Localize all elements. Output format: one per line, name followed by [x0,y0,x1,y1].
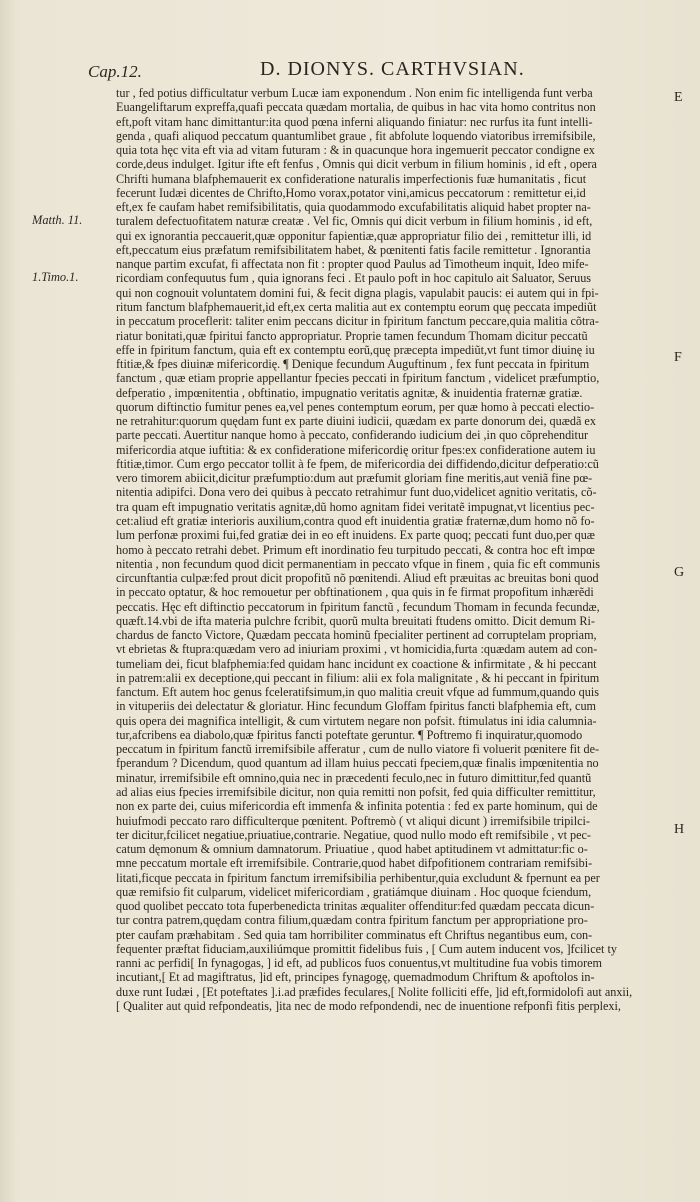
text-line: duxe runt Iudæi , [Et poteftates ].i.ad præfides feculares,[ Nolite folliciti effe, ]id eft,formidolofi aut anxii, [116,984,633,999]
text-line: in peccatum proceflerit: taliter enim peccans dicitur in fpiritum fanctum peccare,quia malitia cõtra- [116,314,599,329]
text-line: fperandum ? Dicendum, quod quantum ad illam huius peccati fpeciem,quæ finalis impœnitentia no [116,756,599,771]
margin-letter-h: H [674,822,685,837]
text-line: quæft.14.vbi de ifta materia pulchre fcribit, quorũ multa breuitati ftudens omitto. Dicit demum Ri- [116,613,595,628]
text-line: chardus de fancto Victore, Quædam peccata hominũ fpecialiter pertinent ad corruptelam propriam, [116,628,597,643]
text-line: quis opera dei magnifica intelligit, & cum virtutem negare non pofsit. ftimulatus ini idia calumnia- [116,713,597,728]
text-line: peccatis. Hęc eft diftinctio peccatorum in fpiritum fanctũ , fecundum Thomam in fecunda fecundæ, [116,599,600,614]
text-line: cet:aliud eft gratiæ interioris auxilium,contra quod eft inuidentia gratiæ fraternæ,dum homo nõ fo- [116,513,595,528]
text-line: lum perfonæ proximi fui,fed gratiæ dei in eo eft inuidens. Ex parte quoq; peccati funt duo,per quæ [116,528,595,543]
body-text [116,86,672,1013]
margin-note-matth: Matth. 11. [32,213,83,227]
margin-note-timo: 1.Timo.1. [32,270,79,284]
text-line: non ex parte dei, cuius mifericordia eft immenfa & infinita potentia : fed ex parte hominum, qui de [116,799,598,814]
text-line: fecerunt Iudæi dicentes de Chrifto,Homo vorax,potator vini,amicus peccatorum : remittetur ei,id [116,185,586,200]
text-line: ftitiæ,timor. Cum ergo peccator tollit à fe fpem, de mifericordia dei diffidendo,dicitur defperatio:cũ [116,456,599,471]
running-title: D. DIONYS. CARTHVSIAN. [260,58,525,80]
text-line: quod quolibet peccato tota fuperbenedicta trinitas æqualiter offenditur:fed quædam peccata dicun- [116,899,595,914]
text-line: genda , quafi aliquod peccatum quantumlibet graue , fit abfolute loquendo viatoribus irremifsibile, [116,128,596,143]
text-line: catum dęmonum & omnium damnatorum. Priuatiue , quod habet aptitudinem vt admittatur:fic o- [116,842,588,857]
text-line: defperatio , impœnitentia , obftinatio, impugnatio veritatis agnitæ, & inuidentia fraternæ gratiæ. [116,385,583,400]
text-line: huiufmodi peccato raro difficulterque pœnitent. Poftremò ( vt aliqui dicunt ) irremifsibile tripilci- [116,813,590,828]
text-line: ricordiam confequutus fum , quia ignorans feci . Et paulo poft in hoc capitulo ait Saluator, Seruus [116,271,592,286]
text-line: qui ex ignorantia peccauerit,quæ opponitur fapientiæ,quæ appropriatur filio dei , remittetur illi, id [116,228,592,243]
text-line: in peccato optatur, & hoc remouetur per obftinationem , qua quis in fe firmat propofitum inhærẽdi [116,585,594,600]
text-line: in vituperiis dei delectatur & gloriatur. Hinc fecundum Gloffam fpiritus fancti blafphemia eft, cum [116,699,597,714]
chapter-heading: Cap.12. [88,62,142,81]
text-line: effe in fpiritum fanctum, quia eft ex contemptu eorũ,quę præcepta impediũt,vt funt timor diuinę iu [116,342,595,357]
text-line: parte peccati. Auertitur nanque homo à peccato, confiderando iudicium dei ,in quo cõprehenditur [116,428,589,443]
margin-letter-e: E [674,90,683,105]
text-line: ad alias eius fpecies irremifsibile dicitur, non quia remitti non pofsit, fed quia difficulter remittitur, [116,785,596,800]
text-line: quorum diftinctio fumitur penes ea,vel penes contemptum eorum, per quæ homo à peccati electio- [116,399,595,414]
text-line: mne peccatum mortale eft irremifsibile. Contrarie,quod habet difpofitionem contrariam remifsibi- [116,856,593,871]
text-line: nitentia adipifci. Dona vero dei quibus à peccato retrahimur funt duo,videlicet agnitio veritatis, cõ- [116,485,597,500]
text-line: nanque partim excufat, fi affectata non fit : propter quod Paulus ad Timotheum inquit, Ideo mife- [116,257,589,272]
text-line: ter dicitur,fcilicet negatiue,priuatiue,contrarie. Negatiue, quod nullo modo eft remifsibile , vt pec- [116,827,591,842]
text-line: eft,ex fe caufam habet remifsibilitatis, quia quodammodo excufabilitatis aliquid habet propter na- [116,200,591,215]
text-line: homo à peccato retrahi debet. Primum eft inordinatio feu turpitudo peccati, & contra hoc eft impœ [116,542,595,557]
text-line: tur,afcribens ea diabolo,quæ fpiritus fancti poteftate geruntur. ¶ Poftremo fi inquiratur,quomodo [116,727,583,742]
text-line: ritum fanctum blafphemauerit,id eft,ex certa malitia aut ex contemptu eorum quę peccata impediũt [116,299,597,314]
text-line: minatur, irremifsibile eft omnino,quia nec in præcedenti feculo,nec in futuro dimittitur,fed quantũ [116,770,592,785]
text-line: litati,ficque peccata in fpiritum fanctum irremifsibilia perhibentur,quia excludunt & fpernunt ea per [116,870,600,885]
text-line: tur contra patrem,quędam contra filium,quædam contra fpiritum fanctum per appropriatione pro- [116,913,588,928]
text-line: mifericordia atque iuftitia: & ex confideratione mifericordię oritur fpes:ex confideratione autem iu [116,442,596,457]
text-line: eft,peccatum eius præfatum remifsibilitatem habet, & pœnitenti fatis facile remittetur . Ignorantia [116,242,591,257]
text-line: in patrem:alii ex deceptione,qui peccant in filium: alii ex fola malignitate , & hi peccant in fpiritum [116,670,600,685]
margin-letter-g: G [674,565,685,580]
text-line: [ Qualiter aut quid refpondeatis, ]ita nec de modo refpondendi, nec de inuentione refponfi fitis perplexi, [116,999,621,1013]
text-line: vero timorem abiicit,dicitur præfumptio:dum aut præfumit gloriam fine meritis,aut veniã fine pœ- [116,471,593,486]
text-line: tumeliam dei, ficut blafphemia:fed quidam hanc incidunt ex coactione & infirmitate , & hi peccant [116,656,597,671]
text-line: incutiant,[ Et ad magiftratus, ]id eft, principes fynagogę, quemadmodum Chriftum & apoftolos in- [116,970,595,985]
text-line: eft,poft vitam hanc dimittantur:ita quod pœna inferni aliquando finiatur: nec rurfus ita funt intelli- [116,114,593,129]
text-line: qui non cognouit voluntatem domini fui, & fecit digna plagis, vapulabit paucis: ei autem qui in fpi- [116,285,599,300]
text-line: quia tota hęc vita eft via ad vitam futuram : & in quacunque hora ingemuerit peccator condigne ex [116,143,595,158]
text-line: corde,deus indulget. Igitur ifte eft fenfus , Omnis qui dicit verbum in filium hominis , id eft , opera [116,157,597,172]
text-line: circunftantia culpæ:fed prout dicit propofitũ nõ pœnitendi. Aliud eft præuitas ac breuitas boni quod [116,571,599,586]
text-line: turalem defectuofitatem naturæ creatæ . Vel fic, Omnis qui dicit verbum in filium hominis , id eft, [116,214,593,229]
text-line: ftitiæ,& fpes diuinæ mifericordię. ¶ Denique fecundum Auguftinum , fex funt peccata in fpiritum [116,357,590,372]
page-header [88,58,688,84]
text-line: quæ remifsio fit culparum, videlicet mifericordiam , gratiámque diuinam . Hoc quoque fciendum, [116,884,592,899]
text-line: vt ebrietas & ftupra:quædam vero ad iniuriam proximi , vt homicidia,furta :quædam autem ad con- [116,642,598,657]
text-line: tur , fed potius difficultatur verbum Lucæ iam exponendum . Non enim fic intelligenda funt verba [116,86,593,100]
margin-letter-f: F [674,350,682,365]
text-line: ne retrahitur:quorum quędam funt ex parte diuini iudicii, quædam ex parte donorum dei, quædã ex [116,414,596,429]
text-line: pter caufam præhabitam . Sed quia tam horribiliter comminatus eft Chriftus negantibus eum, con- [116,927,593,942]
text-line: fanctum. Eft autem hoc genus fceleratifsimum,in quo malitia creuit vfque ad fummum,quando quis [116,685,599,700]
text-line: fequenter præftat fiduciam,auxiliúmque promittit fidelibus fuis , [ Cum autem inducent vos, ]fcilicet ty [116,941,617,956]
text-line: fanctum , quæ etiam proprie appellantur fpecies peccati in fpiritum fanctum , videlicet præfumptio, [116,371,600,386]
text-line: peccatum in fpiritum fanctũ irremifsibile afferatur , cum de nullo viatore fi voluerit pœnitere fit de- [116,742,600,757]
text-line: Chrifti humana blafphemauerit ex confideratione naturalis imperfectionis fuæ humanitatis , ficut [116,171,587,186]
text-line: ranni ac perfidi[ In fynagogas, ] id eft, ad publicos fuos conuentus,vt multitudine fua vobis timorem [116,956,603,971]
text-line: riatur bonitati,quæ fpiritui fancto appropriatur. Proprie tamen fecundum Thomam dicitur peccatũ [116,328,588,343]
text-line: tra quam eft impugnatio veritatis agnitæ,dũ homo agnitam fidei veritatẽ impugnat,vt licentius pec- [116,499,595,514]
text-line: Euangeliftarum expreffa,quafi peccata quædam mortalia, de quibus in hac vita homo contritus non [116,100,596,115]
text-line: nitentia , non fecundum quod dicit permanentiam in peccato vfque in finem , quia fic eft communis [116,556,600,571]
